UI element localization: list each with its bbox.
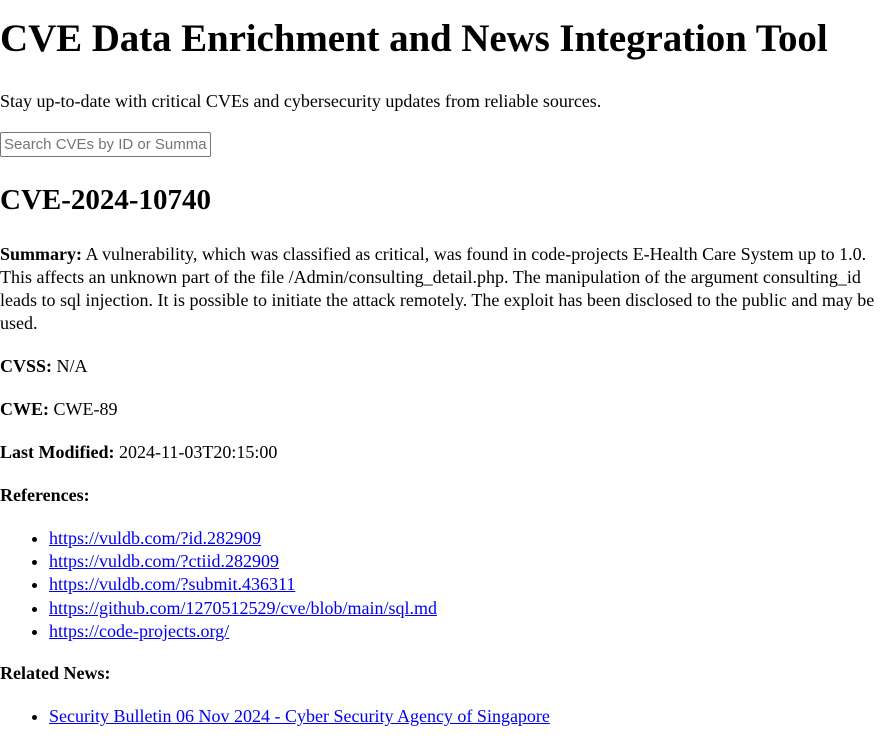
reference-link[interactable]: https://vuldb.com/?submit.436311 (49, 574, 296, 595)
cwe-label: CWE: (0, 399, 49, 419)
reference-item (49, 597, 437, 620)
news-link[interactable]: Security Bulletin 06 Nov 2024 - Cyber Security Agency of Singapore (49, 706, 550, 726)
cwe-value: CWE-89 (53, 399, 118, 419)
news-item (49, 705, 550, 728)
last-modified-field (0, 441, 277, 463)
reference-item (49, 573, 437, 596)
related-news-list (0, 705, 550, 728)
search-input[interactable] (0, 132, 211, 157)
reference-link[interactable]: https://code-projects.org/ (49, 620, 230, 641)
reference-link[interactable]: https://github.com/1270512529/cve/blob/main/sql.md (49, 597, 437, 618)
reference-item (49, 527, 437, 550)
page-subtitle: Stay up-to-date with critical CVEs and cybersecurity updates from reliable sources. (0, 91, 602, 111)
cvss-label: CVSS: (0, 356, 53, 376)
summary-label: Summary: (0, 244, 82, 264)
reference-link[interactable]: https://vuldb.com/?ctiid.282909 (49, 551, 279, 572)
related-news-heading: Related News: (0, 663, 111, 683)
reference-item (49, 550, 437, 573)
page-title: CVE Data Enrichment and News Integration Tool (0, 17, 828, 60)
cve-summary (0, 243, 890, 335)
cve-id-heading: CVE-2024-10740 (0, 184, 212, 216)
last-modified-value: 2024-11-03T20:15:00 (119, 442, 278, 462)
last-modified-label: Last Modified: (0, 442, 115, 462)
cwe-field (0, 398, 117, 420)
references-heading: References: (0, 485, 90, 505)
reference-item (49, 620, 437, 643)
reference-link[interactable]: https://vuldb.com/?id.282909 (49, 528, 261, 548)
cvss-value: N/A (56, 356, 88, 376)
cvss-field (0, 355, 88, 377)
summary-text: A vulnerability, which was classified as critical, was found in code-projects E-Health Care System up to 1.0. This affects an unknown part of the file /Admin/consulting_detail.php. The manipulation of the argument consulting_id leads to sql injection. It is possible to initiate the attack remotely. The exploit has been disclosed to the public and may be used. (0, 244, 875, 333)
references-list (0, 527, 437, 643)
